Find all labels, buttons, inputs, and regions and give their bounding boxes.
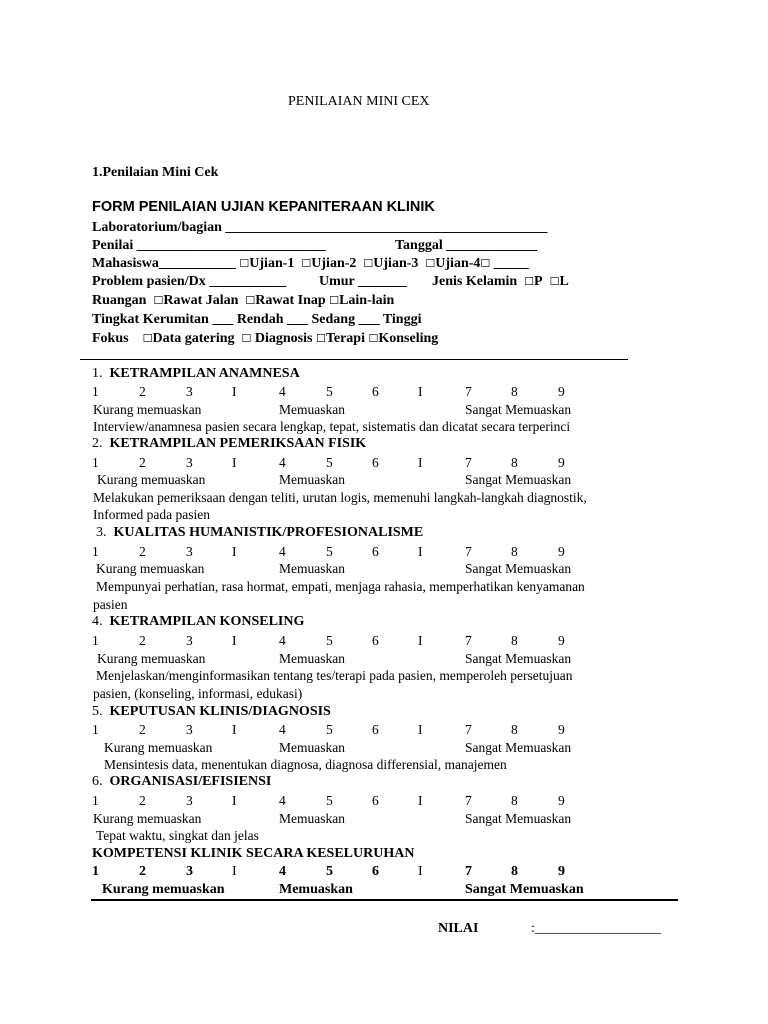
checkbox-diagnosis[interactable]: ☐ bbox=[241, 332, 252, 345]
jenis-kelamin-label: Jenis Kelamin bbox=[432, 274, 518, 289]
section-6-description: Tepat waktu, singkat dan jelas bbox=[96, 828, 259, 843]
tingkat-kerumitan-field[interactable]: Tingkat Kerumitan ___ Rendah ___ Sedang ___ Tinggi bbox=[92, 312, 422, 327]
score-7[interactable]: 7 bbox=[465, 633, 472, 648]
score-3[interactable]: 3 bbox=[186, 722, 193, 737]
checkbox-data-gatering[interactable]: ☐ bbox=[142, 332, 153, 345]
score-4[interactable]: 4 bbox=[279, 864, 286, 879]
scale-separator: I bbox=[418, 455, 423, 470]
scale-high-label: Sangat Memuaskan bbox=[465, 561, 572, 576]
score-7[interactable]: 7 bbox=[465, 793, 472, 808]
ruangan-label: Ruangan bbox=[92, 293, 147, 308]
scale-separator: I bbox=[418, 864, 423, 879]
section-4-description: Menjelaskan/menginformasikan tentang tes/terapi pada pasien, memperoleh persetujuan bbox=[96, 668, 573, 683]
problem-field[interactable]: Problem pasien/Dx ___________ bbox=[92, 274, 287, 289]
scale-high-label: Sangat Memuaskan bbox=[465, 882, 584, 897]
score-2[interactable]: 2 bbox=[139, 864, 146, 879]
score-5[interactable]: 5 bbox=[326, 722, 333, 737]
score-3[interactable]: 3 bbox=[186, 864, 193, 879]
score-6[interactable]: 6 bbox=[372, 633, 379, 648]
score-1[interactable]: 1 bbox=[92, 455, 99, 470]
section-4-description-cont: pasien, (konseling, informasi, edukasi) bbox=[93, 686, 303, 701]
checkbox-ujian-other[interactable]: ☐ bbox=[480, 257, 491, 270]
scale-high-label: Sangat Memuaskan bbox=[465, 811, 572, 826]
scale-low-label: Kurang memuaskan bbox=[97, 472, 206, 487]
scale-low-label: Kurang memuaskan bbox=[96, 561, 205, 576]
terapi-label: Terapi bbox=[325, 331, 365, 346]
score-7[interactable]: 7 bbox=[465, 544, 472, 559]
score-6[interactable]: 6 bbox=[372, 864, 379, 879]
section-3-description-cont: pasien bbox=[93, 597, 128, 612]
score-2[interactable]: 2 bbox=[139, 633, 146, 648]
scale-mid-label: Memuaskan bbox=[279, 651, 345, 666]
score-1[interactable]: 1 bbox=[92, 544, 99, 559]
score-8[interactable]: 8 bbox=[511, 793, 518, 808]
diagnosis-label: Diagnosis bbox=[254, 331, 313, 346]
score-8[interactable]: 8 bbox=[511, 544, 518, 559]
score-8[interactable]: 8 bbox=[511, 455, 518, 470]
section-1-number: 1. bbox=[92, 366, 103, 381]
tanggal-field[interactable]: Tanggal _____________ bbox=[395, 238, 538, 253]
score-1[interactable]: 1 bbox=[92, 793, 99, 808]
scale-high-label: Sangat Memuaskan bbox=[465, 472, 572, 487]
score-4[interactable]: 4 bbox=[279, 722, 286, 737]
score-6[interactable]: 6 bbox=[372, 384, 379, 399]
score-5[interactable]: 5 bbox=[326, 455, 333, 470]
section-4-title: KETRAMPILAN KONSELING bbox=[109, 614, 305, 629]
score-8[interactable]: 8 bbox=[511, 864, 518, 879]
scale-separator: I bbox=[418, 793, 423, 808]
scale-high-label: Sangat Memuaskan bbox=[465, 740, 572, 755]
penilai-field[interactable]: Penilai ___________________________ bbox=[92, 238, 326, 253]
section-2-description: Melakukan pemeriksaan dengan teliti, urutan logis, memenuhi langkah-langkah diagnostik, bbox=[93, 490, 587, 505]
scale-high-label: Sangat Memuaskan bbox=[465, 402, 572, 417]
page-title: PENILAIAN MINI CEX bbox=[288, 94, 430, 109]
score-4[interactable]: 4 bbox=[279, 455, 286, 470]
score-9[interactable]: 9 bbox=[558, 864, 565, 879]
checkbox-l[interactable]: ☐ bbox=[549, 275, 560, 288]
scale-low-label: Kurang memuaskan bbox=[102, 882, 225, 897]
fokus-label: Fokus bbox=[92, 331, 129, 346]
mahasiswa-row bbox=[92, 256, 529, 272]
section-1-title: KETRAMPILAN ANAMNESA bbox=[109, 366, 300, 381]
footer-divider bbox=[91, 899, 678, 901]
score-3[interactable]: 3 bbox=[186, 793, 193, 808]
lab-field[interactable]: Laboratorium/bagian ______________________________________________ bbox=[92, 220, 548, 235]
scale-separator: I bbox=[232, 722, 237, 737]
score-8[interactable]: 8 bbox=[511, 384, 518, 399]
score-7[interactable]: 7 bbox=[465, 722, 472, 737]
section-2-title: KETRAMPILAN PEMERIKSAAN FISIK bbox=[109, 436, 367, 451]
scale-mid-label: Memuaskan bbox=[279, 472, 345, 487]
section-3-number: 3. bbox=[96, 525, 107, 540]
score-7[interactable]: 7 bbox=[465, 384, 472, 399]
konseling-label: Konseling bbox=[378, 331, 439, 346]
form-title: FORM PENILAIAN UJIAN KEPANITERAAN KLINIK bbox=[92, 199, 435, 215]
score-5[interactable]: 5 bbox=[326, 633, 333, 648]
section-2-description-cont: Informed pada pasien bbox=[93, 507, 210, 522]
scale-separator: I bbox=[418, 722, 423, 737]
scale-mid-label: Memuaskan bbox=[279, 402, 345, 417]
subtitle: 1.Penilaian Mini Cek bbox=[92, 165, 219, 180]
header-divider bbox=[80, 359, 628, 360]
fokus-row bbox=[92, 331, 438, 347]
nilai-label: NILAI bbox=[438, 921, 479, 936]
section-2-number: 2. bbox=[92, 436, 103, 451]
score-2[interactable]: 2 bbox=[139, 722, 146, 737]
checkbox-terapi[interactable]: ☐ bbox=[315, 332, 326, 345]
score-4[interactable]: 4 bbox=[279, 384, 286, 399]
checkbox-rawat-jalan[interactable]: ☐ bbox=[153, 294, 164, 307]
checkbox-ujian2[interactable]: ☐ bbox=[301, 257, 312, 270]
umur-field[interactable]: Umur _______ bbox=[319, 274, 408, 289]
ruangan-row bbox=[92, 293, 394, 309]
section-4-number: 4. bbox=[92, 614, 103, 629]
scale-mid-label: Memuaskan bbox=[279, 882, 353, 897]
ujian1-label: Ujian-1 bbox=[249, 256, 295, 271]
score-5[interactable]: 5 bbox=[326, 793, 333, 808]
checkbox-ujian4[interactable]: ☐ bbox=[425, 257, 436, 270]
score-7[interactable]: 7 bbox=[465, 455, 472, 470]
score-4[interactable]: 4 bbox=[279, 544, 286, 559]
score-2[interactable]: 2 bbox=[139, 793, 146, 808]
scale-separator: I bbox=[232, 384, 237, 399]
ujian3-label: Ujian-3 bbox=[373, 256, 419, 271]
lain-lain-label: Lain-lain bbox=[339, 293, 395, 308]
score-8[interactable]: 8 bbox=[511, 633, 518, 648]
ujian4-label: Ujian-4 bbox=[435, 256, 481, 271]
section-1-heading bbox=[92, 366, 300, 382]
scale-separator: I bbox=[232, 455, 237, 470]
ujian-other-field[interactable]: _____ bbox=[493, 256, 529, 271]
section-5-description: Mensintesis data, menentukan diagnosa, diagnosa differensial, manajemen bbox=[104, 757, 507, 772]
section-4-heading bbox=[92, 614, 304, 630]
score-4[interactable]: 4 bbox=[279, 633, 286, 648]
score-9[interactable]: 9 bbox=[558, 455, 565, 470]
score-7[interactable]: 7 bbox=[465, 864, 472, 879]
scale-separator: I bbox=[232, 864, 237, 879]
scale-mid-label: Memuaskan bbox=[279, 740, 345, 755]
score-3[interactable]: 3 bbox=[186, 544, 193, 559]
score-9[interactable]: 9 bbox=[558, 793, 565, 808]
score-8[interactable]: 8 bbox=[511, 722, 518, 737]
section-5-title: KEPUTUSAN KLINIS/DIAGNOSIS bbox=[109, 704, 331, 719]
data-gatering-label: Data gatering bbox=[152, 331, 235, 346]
score-1[interactable]: 1 bbox=[92, 722, 99, 737]
checkbox-ujian3[interactable]: ☐ bbox=[363, 257, 374, 270]
scale-separator: I bbox=[418, 633, 423, 648]
score-1[interactable]: 1 bbox=[92, 864, 99, 879]
scale-separator: I bbox=[232, 633, 237, 648]
scale-mid-label: Memuaskan bbox=[279, 561, 345, 576]
jenis-kelamin-row bbox=[432, 274, 569, 290]
section-1-description: Interview/anamnesa pasien secara lengkap, tepat, sistematis dan dicatat secara terperinci bbox=[93, 419, 571, 434]
score-9[interactable]: 9 bbox=[558, 633, 565, 648]
score-9[interactable]: 9 bbox=[558, 722, 565, 737]
scale-low-label: Kurang memuaskan bbox=[93, 402, 202, 417]
scale-low-label: Kurang memuaskan bbox=[93, 811, 202, 826]
scale-separator: I bbox=[418, 544, 423, 559]
score-6[interactable]: 6 bbox=[372, 722, 379, 737]
score-4[interactable]: 4 bbox=[279, 793, 286, 808]
score-3[interactable]: 3 bbox=[186, 455, 193, 470]
checkbox-ujian1[interactable]: ☐ bbox=[239, 257, 250, 270]
mahasiswa-field[interactable]: Mahasiswa___________ bbox=[92, 256, 236, 271]
checkbox-lain-lain[interactable]: ☐ bbox=[329, 294, 340, 307]
checkbox-rawat-inap[interactable]: ☐ bbox=[245, 294, 256, 307]
score-6[interactable]: 6 bbox=[372, 793, 379, 808]
scale-separator: I bbox=[232, 544, 237, 559]
score-2[interactable]: 2 bbox=[139, 455, 146, 470]
rawat-inap-label: Rawat Inap bbox=[255, 293, 326, 308]
score-6[interactable]: 6 bbox=[372, 544, 379, 559]
section-6-title: ORGANISASI/EFISIENSI bbox=[109, 774, 272, 789]
scale-separator: I bbox=[418, 384, 423, 399]
checkbox-p[interactable]: ☐ bbox=[524, 275, 535, 288]
score-5[interactable]: 5 bbox=[326, 864, 333, 879]
scale-separator: I bbox=[232, 793, 237, 808]
score-6[interactable]: 6 bbox=[372, 455, 379, 470]
section-2-heading bbox=[92, 436, 366, 452]
ujian2-label: Ujian-2 bbox=[311, 256, 357, 271]
score-1[interactable]: 1 bbox=[92, 384, 99, 399]
score-1[interactable]: 1 bbox=[92, 633, 99, 648]
scale-high-label: Sangat Memuaskan bbox=[465, 651, 572, 666]
score-9[interactable]: 9 bbox=[558, 384, 565, 399]
rawat-jalan-label: Rawat Jalan bbox=[163, 293, 239, 308]
checkbox-konseling[interactable]: ☐ bbox=[368, 332, 379, 345]
section-3-description: Mempunyai perhatian, rasa hormat, empati, menjaga rahasia, memperhatikan kenyamanan bbox=[96, 579, 585, 594]
overall-title: KOMPETENSI KLINIK SECARA KESELURUHAN bbox=[92, 846, 415, 861]
score-2[interactable]: 2 bbox=[139, 384, 146, 399]
score-9[interactable]: 9 bbox=[558, 544, 565, 559]
section-3-heading bbox=[96, 525, 423, 541]
score-3[interactable]: 3 bbox=[186, 633, 193, 648]
scale-low-label: Kurang memuaskan bbox=[97, 651, 206, 666]
section-5-heading bbox=[92, 704, 331, 720]
section-6-heading bbox=[92, 774, 271, 790]
scale-mid-label: Memuaskan bbox=[279, 811, 345, 826]
section-3-title: KUALITAS HUMANISTIK/PROFESIONALISME bbox=[113, 525, 424, 540]
score-2[interactable]: 2 bbox=[139, 544, 146, 559]
section-6-number: 6. bbox=[92, 774, 103, 789]
score-3[interactable]: 3 bbox=[186, 384, 193, 399]
nilai-field[interactable]: :__________________ bbox=[531, 921, 661, 936]
l-label: L bbox=[559, 274, 569, 289]
score-5[interactable]: 5 bbox=[326, 544, 333, 559]
p-label: P bbox=[534, 274, 543, 289]
scale-low-label: Kurang memuaskan bbox=[104, 740, 213, 755]
score-5[interactable]: 5 bbox=[326, 384, 333, 399]
section-5-number: 5. bbox=[92, 704, 103, 719]
